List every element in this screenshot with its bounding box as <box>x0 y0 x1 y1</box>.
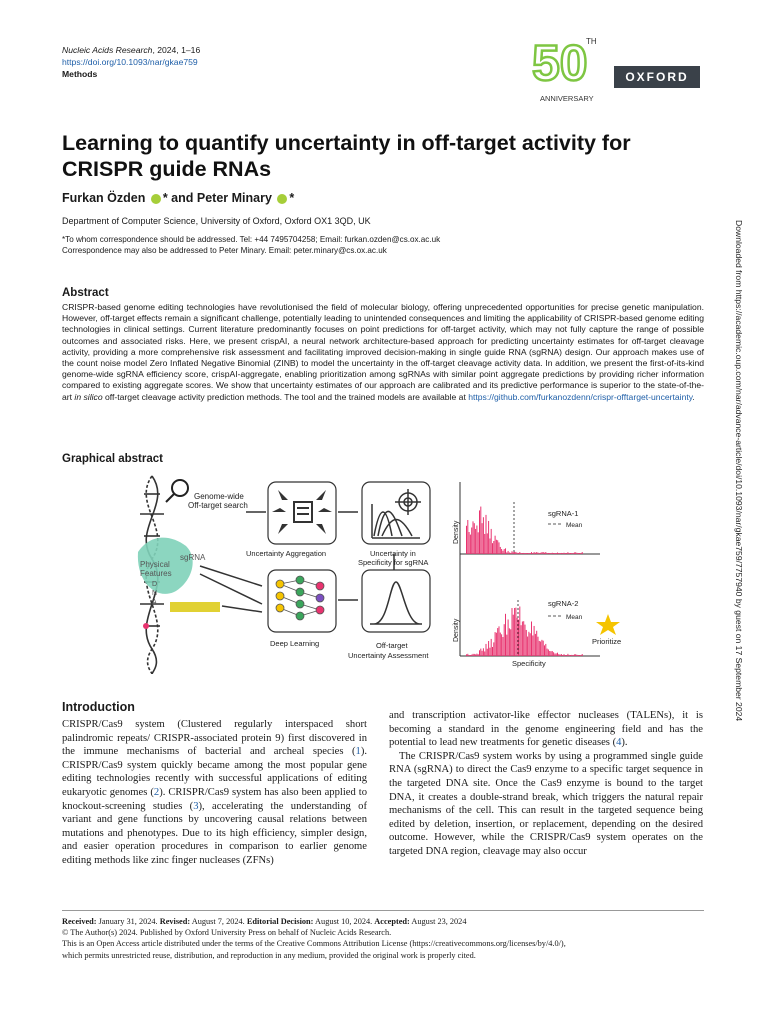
histogram-bar <box>500 633 501 656</box>
histogram-bar <box>514 552 515 554</box>
density-label: Density <box>453 520 460 544</box>
histogram-bar <box>561 654 562 656</box>
received-date: January 31, 2024. <box>96 917 160 926</box>
histogram-bar <box>541 552 542 554</box>
revised-label: Revised: <box>159 917 191 926</box>
intro-text: and transcription activator-like effector nucleases (TALENs), it is becoming a standard in the genome engineering field and has the potential to lead new treatments for genetic diseases ( <box>389 710 703 749</box>
citation-link[interactable]: 1 <box>355 746 361 758</box>
histogram-bar <box>534 552 535 554</box>
anniversary-th: TH <box>586 37 597 46</box>
histogram-bar <box>552 651 553 656</box>
histogram-bar <box>496 633 497 656</box>
intro-text: ). CRISPR/Cas9 system has also been applied to knockout-screening studies ( <box>62 786 367 812</box>
histogram-bar <box>497 540 498 554</box>
histogram-bar <box>470 655 471 656</box>
histogram-bar <box>528 553 529 554</box>
histogram-bar <box>509 552 510 554</box>
offtarget-box <box>362 570 430 632</box>
histogram-bar <box>539 553 540 554</box>
histogram-bar <box>558 553 559 554</box>
histogram-bar <box>549 651 550 656</box>
intro-text: ). CRISPR/Cas9 system quickly became among the most popular gene editing technologies recently with successful applications of editing eukaryotic genomes ( <box>62 746 367 798</box>
histogram-bar <box>519 607 520 656</box>
histogram-bar <box>518 553 519 554</box>
revised-date: August 7, 2024. <box>190 917 247 926</box>
histogram-bar <box>510 629 511 656</box>
histogram-bar <box>554 553 555 554</box>
histogram-bar <box>467 520 468 554</box>
histogram-bar <box>476 526 477 554</box>
histogram-bar <box>482 651 483 656</box>
histogram-bar <box>535 634 536 656</box>
correspondence <box>62 234 440 256</box>
histogram-bar <box>575 552 576 554</box>
article-footer <box>62 916 712 961</box>
histogram-bar <box>488 521 489 554</box>
histogram-bar <box>569 655 570 656</box>
histogram-bar <box>508 551 509 554</box>
histogram-bar <box>488 641 489 656</box>
histogram-bar <box>517 618 518 656</box>
histogram-bar <box>566 553 567 554</box>
intro-text: ), accelerating the understanding of variant and gene functions by uncovering causal relations between mutations and phenotypes. Due to its high efficiency, simpler design, and easier operation procedures in comparison to earlier genome editing methods like zinc finger nucleases (ZFNs) <box>62 800 367 866</box>
intro-paragraph-2: The CRISPR/Cas9 system works by using a programmed single guide RNA (sgRNA) to direct the Cas9 enzyme to a specific target sequence in the targeted DNA site. Once the Cas9 enzyme is bound to the target DNA, it creates a double-strand break, which triggers the natural repair mechanisms of the cell. This can result in the targeted sequence being edited by deletion, insertion, or replacement, depending on the desired outcome. However, while the CRISPR/Cas9 system operates on the targeted DNA region, cleavage may also occur <box>389 750 703 857</box>
abstract-italic: in silico <box>74 391 103 402</box>
histogram-bar <box>553 553 554 554</box>
prioritize-label: Prioritize <box>592 637 622 646</box>
histogram-bar <box>532 635 533 656</box>
histogram-bar <box>531 552 532 554</box>
citation-link[interactable]: 4 <box>616 737 622 749</box>
orcid-icon[interactable] <box>277 194 287 204</box>
histogram-bar <box>473 521 474 554</box>
dna-letter: A <box>152 599 157 606</box>
histogram-bar <box>483 648 484 656</box>
histogram-bar <box>551 651 552 656</box>
histogram-bar <box>487 649 488 656</box>
mean-legend: Mean <box>566 522 583 529</box>
histogram-bar <box>486 644 487 656</box>
section-label: Methods <box>62 69 98 79</box>
license-line-2: which permits unrestricted reuse, distribution, and reproduction in any medium, provided the original work is properly cited. <box>62 950 476 960</box>
histogram-bar <box>492 647 493 656</box>
author-mark: * <box>289 191 295 205</box>
author-list <box>62 191 294 205</box>
histogram-bar <box>545 644 546 656</box>
histogram-bar <box>504 624 505 656</box>
histogram-bar <box>540 641 541 656</box>
histogram-bar <box>491 639 492 656</box>
histogram-bar <box>471 655 472 656</box>
histogram-bar <box>475 654 476 656</box>
introduction-heading: Introduction <box>62 700 135 714</box>
histogram-bar <box>471 527 472 554</box>
histogram-bar <box>549 553 550 554</box>
histogram-bar <box>492 543 493 554</box>
histogram-bar <box>501 549 502 554</box>
anniversary-logo <box>532 34 608 104</box>
histogram-bar <box>564 654 565 656</box>
intro-text: ). <box>621 737 628 749</box>
histogram-bar <box>547 649 548 656</box>
histogram-bar <box>551 553 552 554</box>
orcid-icon[interactable] <box>151 194 161 204</box>
histogram-bar <box>556 553 557 554</box>
histogram-bar <box>543 552 544 554</box>
journal-year-pages: , 2024, 1–16 <box>152 45 201 55</box>
histogram-bar <box>548 649 549 656</box>
sgrna-strand <box>170 602 220 612</box>
specificity-label-2: Specificity for sgRNA <box>358 558 429 567</box>
histogram-bar <box>469 655 470 656</box>
sgrna-label: sgRNA <box>180 553 206 562</box>
correspondence-line-2: Correspondence may also be addressed to Peter Minary. Email: peter.minary@cs.ox.ac.uk <box>62 246 387 255</box>
histogram-bar <box>499 626 500 656</box>
histogram-bar <box>574 654 575 656</box>
histogram-bar <box>543 641 544 656</box>
histogram-bar <box>526 553 527 554</box>
histogram-bar <box>510 553 511 554</box>
histogram-bar <box>480 649 481 656</box>
histogram-bar <box>483 517 484 554</box>
histogram-bar <box>534 626 535 656</box>
histogram-bar <box>535 553 536 554</box>
author-minary: Peter Minary <box>196 191 272 205</box>
histogram-bar <box>558 654 559 656</box>
license-line-1: This is an Open Access article distributed under the terms of the Creative Commons Attribution License (https://creativecommons.org/licenses/by/4.0/), <box>62 939 566 949</box>
histogram-bar <box>538 637 539 656</box>
accepted-label: Accepted: <box>374 917 410 926</box>
histogram-bar <box>479 510 480 554</box>
histogram-bar <box>561 553 562 554</box>
histogram-bar <box>544 553 545 554</box>
author-ozden: Furkan Özden <box>62 191 146 205</box>
histogram-bar <box>536 552 537 554</box>
histogram-bar <box>517 553 518 554</box>
histogram-bar <box>564 553 565 554</box>
abstract-body-2: off-target cleavage activity prediction methods. The tool and the trained models are available at <box>102 391 469 402</box>
intro-paragraph <box>62 718 367 868</box>
histogram-bar <box>514 608 515 656</box>
intro-text: CRISPR/Cas9 system (Clustered regularly interspaced short palindromic repeats/ CRISPR-associated protein 9) first discovered in the immune mechanisms of bacterial and archeal species ( <box>62 719 367 758</box>
histogram-bar <box>579 553 580 554</box>
histogram-bar <box>475 529 476 554</box>
intro-paragraph <box>389 709 703 750</box>
histogram-bar <box>473 654 474 656</box>
histogram-bar <box>569 553 570 554</box>
histogram-bar <box>484 651 485 656</box>
offtarget-label-1: Off-target <box>376 641 408 650</box>
histogram-bar <box>493 541 494 554</box>
histogram-bar <box>519 552 520 554</box>
histogram-bar <box>565 553 566 554</box>
histogram-bar <box>470 535 471 554</box>
histogram-bar <box>474 654 475 656</box>
histogram-bar <box>527 637 528 656</box>
histogram-bar <box>480 507 481 554</box>
histogram-bar <box>574 552 575 554</box>
histogram-bar <box>515 608 516 656</box>
histogram-bar <box>526 630 527 656</box>
histogram-bar <box>466 526 467 554</box>
histogram-bar <box>513 552 514 554</box>
decision-label: Editorial Decision: <box>246 917 314 926</box>
graphical-abstract <box>130 474 650 674</box>
features-label: Features <box>140 569 172 578</box>
histogram-bar <box>528 632 529 656</box>
histogram-bar <box>502 637 503 656</box>
histogram-bar <box>566 655 567 656</box>
histogram-bar <box>478 532 479 554</box>
sgrna1-label: sgRNA-1 <box>548 509 579 518</box>
histogram-bar <box>486 515 487 554</box>
histogram-bar <box>525 625 526 656</box>
histogram-bar <box>565 655 566 656</box>
histogram-bar <box>512 608 513 656</box>
search-label-2: Off-target search <box>188 501 248 510</box>
histogram-bar <box>474 523 475 554</box>
histogram-bar <box>523 553 524 554</box>
footer-divider <box>62 910 704 911</box>
histogram-bar <box>577 553 578 554</box>
histogram-bar <box>582 654 583 656</box>
histogram-bar <box>509 628 510 656</box>
histogram-bar <box>570 553 571 554</box>
histogram-bar <box>497 628 498 656</box>
histogram-bar <box>544 645 545 656</box>
histogram-bar <box>508 619 509 656</box>
histogram-bar <box>580 553 581 554</box>
anniversary-number: 50 <box>532 35 588 91</box>
search-icon <box>166 480 188 502</box>
histogram-bar <box>573 553 574 554</box>
histogram-bar <box>560 655 561 656</box>
histogram-bar <box>557 653 558 656</box>
histogram-bar <box>466 654 467 656</box>
histogram-bar <box>530 553 531 554</box>
density-label: Density <box>453 618 460 642</box>
abstract-body: CRISPR-based genome editing technologies have revolutionised the field of molecular biology, offering unprecedented opportunities for precise genetic manipulation. However, off-target effects remain a significant challenge, potentially leading to unintended consequences and limiting the applicability of CRISPR-based genome editing technologies in clinical settings. Current literature predominantly focuses on point predictions for off-target activity, which may not fully capture the range of possible outcomes and associated risks. Here, we present crispAI, a neural network architecture-based approach for predicting uncertainty estimates for off-target cleavage activity, providing a more comprehensive risk assessment and facilitating improved decision-making in single guide RNA (sgRNA) design. Our approach makes use of the count noise model Zero Inflated Negative Binomial (ZINB) to model the uncertainty in the off-target cleavage activity data. In addition, we present the first-of-its-kind genome-wide sgRNA efficiency score, crispAI-aggregate, enabling prioritization among sgRNAs with similar point aggregate predictions by providing richer information compared to existing aggregate scores. We show that uncertainty estimates of our approach are calibrated and its predictive performance is superior to the state-of-the-art <box>62 302 704 402</box>
correspondence-line-1: *To whom correspondence should be addressed. Tel: +44 7495704258; Email: furkan.ozden@cs.ox.ac.uk <box>62 235 441 244</box>
histogram-bar <box>545 552 546 554</box>
abstract-heading: Abstract <box>62 287 109 299</box>
histogram-bar <box>578 553 579 554</box>
histogram-bar <box>536 631 537 656</box>
received-label: Received: <box>62 917 97 926</box>
histogram-bar <box>493 642 494 656</box>
histogram-bar <box>522 621 523 656</box>
histogram-bar <box>504 549 505 554</box>
specificity-label-1: Uncertainty in <box>370 549 416 558</box>
histogram-bar <box>512 551 513 554</box>
oxford-logo: OXFORD <box>614 66 700 88</box>
histogram-bar <box>476 654 477 656</box>
paper-title: Learning to quantify uncertainty in off-target activity for CRISPR guide RNAs <box>62 131 631 181</box>
histogram-bar <box>521 553 522 554</box>
github-link[interactable]: https://github.com/furkanozdenn/crispr-offtarget-uncertainty <box>468 391 693 402</box>
histogram-bar <box>478 654 479 656</box>
histogram-bar <box>567 552 568 554</box>
histogram-bar <box>487 533 488 554</box>
histogram-bar <box>579 655 580 656</box>
citation-link[interactable]: 2 <box>153 786 160 798</box>
dna-letter: N <box>152 590 158 597</box>
download-notice: Downloaded from https://academic.oup.com/nar/advance-article/doi/10.1093/nar/gkae759/7757940 by guest on 17 September 2024 <box>734 220 744 722</box>
histogram-bar <box>539 641 540 656</box>
histogram-bar <box>541 640 542 656</box>
histogram-bar <box>482 523 483 554</box>
histogram-bar <box>571 553 572 554</box>
offtarget-label-2: Uncertainty Assessment <box>348 651 429 660</box>
histogram-bar <box>552 553 553 554</box>
histogram-bar <box>562 655 563 656</box>
histogram-bar <box>530 633 531 656</box>
histogram-bar <box>467 654 468 656</box>
histogram-bar <box>547 553 548 554</box>
histogram-bar <box>469 532 470 554</box>
histogram-bar <box>556 653 557 656</box>
histogram-bar <box>548 553 549 554</box>
histogram-bar <box>500 547 501 554</box>
intro-column-right <box>389 709 703 859</box>
graphical-abstract-heading: Graphical abstract <box>62 453 163 465</box>
journal-header <box>62 44 200 80</box>
accepted-date: August 23, 2024 <box>409 917 467 926</box>
histogram-bar <box>580 655 581 656</box>
histogram-bar <box>554 654 555 656</box>
intro-column-left <box>62 718 367 868</box>
histogram-bar <box>499 542 500 554</box>
abstract-text <box>62 302 704 403</box>
doi-link[interactable]: https://doi.org/10.1093/nar/gkae759 <box>62 57 198 67</box>
star-icon <box>596 614 620 635</box>
histogram-bar <box>532 553 533 554</box>
histogram-bar <box>495 536 496 554</box>
histogram-bar <box>522 553 523 554</box>
histogram-bar <box>531 622 532 656</box>
deep-learning-label: Deep Learning <box>270 639 320 648</box>
histogram-bar <box>506 635 507 656</box>
copyright-line: © The Author(s) 2024. Published by Oxford University Press on behalf of Nucleic Acids Research. <box>62 928 392 938</box>
affiliation: Department of Computer Science, University of Oxford, Oxford OX1 3QD, UK <box>62 216 371 226</box>
aggregation-label: Uncertainty Aggregation <box>246 549 327 558</box>
mean-legend: Mean <box>566 614 583 621</box>
histogram-bar <box>505 614 506 656</box>
histogram-bar <box>515 552 516 554</box>
histogram-bar <box>501 634 502 656</box>
histogram-bar <box>506 552 507 554</box>
author-mark: * <box>162 191 168 205</box>
histogram-bar <box>538 553 539 554</box>
histogram-bar <box>489 538 490 554</box>
sgrna2-label: sgRNA-2 <box>548 599 579 608</box>
abstract-end: . <box>692 391 695 402</box>
histogram-bar <box>513 615 514 656</box>
histogram-bar <box>575 654 576 656</box>
dates-line <box>62 916 712 927</box>
histogram-bar <box>553 652 554 656</box>
histogram-bar <box>502 551 503 554</box>
histogram-bar <box>573 655 574 656</box>
author-and: and <box>167 191 197 205</box>
journal-name: Nucleic Acids Research <box>62 45 153 55</box>
dna-mark <box>143 623 149 629</box>
physical-label: Physical <box>140 560 170 569</box>
histogram-bar <box>527 553 528 554</box>
histogram-bar <box>489 648 490 656</box>
histogram-bar <box>582 552 583 554</box>
dna-letter: D <box>152 581 158 588</box>
histogram-bar <box>484 534 485 554</box>
histogram-bar <box>505 548 506 554</box>
histogram-bar <box>570 655 571 656</box>
decision-date: August 10, 2024. <box>313 917 375 926</box>
histogram-bar <box>495 632 496 656</box>
histogram-bar <box>567 654 568 656</box>
citation-link[interactable]: 3 <box>193 800 199 812</box>
histogram-bar <box>479 650 480 656</box>
histogram-bar <box>560 553 561 554</box>
search-label-1: Genome-wide <box>194 492 244 501</box>
histogram-bar <box>496 540 497 554</box>
histogram-bar <box>557 553 558 554</box>
histogram-bar <box>562 553 563 554</box>
histogram-bar <box>491 529 492 554</box>
histogram-bar <box>540 553 541 554</box>
specificity-axis-label: Specificity <box>512 659 546 668</box>
histogram-bar <box>577 655 578 656</box>
histogram-bar <box>525 553 526 554</box>
download-sidebar <box>732 220 746 820</box>
histogram-bar <box>523 621 524 656</box>
anniversary-label: ANNIVERSARY <box>540 94 594 103</box>
histogram-bar <box>521 625 522 656</box>
histogram-bar <box>578 655 579 656</box>
histogram-bar <box>571 655 572 656</box>
